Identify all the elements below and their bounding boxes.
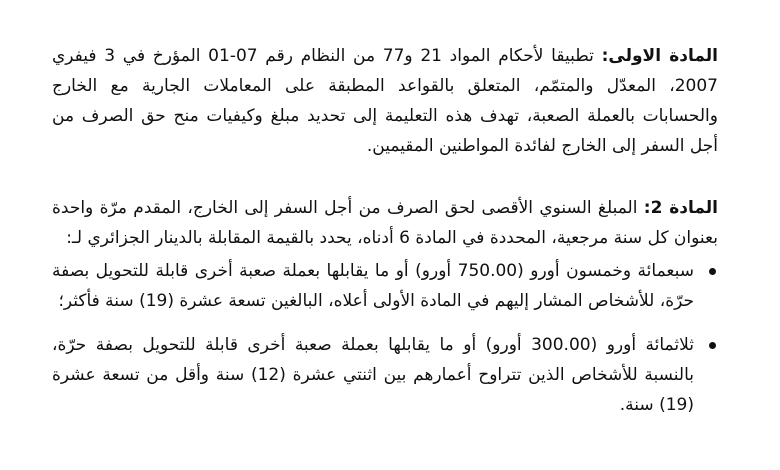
allowance-list — [52, 256, 718, 434]
article-2-paragraph — [52, 193, 718, 253]
article-1-label: المادة الاولى: — [601, 46, 719, 66]
list-item-text: ثلاثمائة أورو (300.00 أورو) أو ما يقابلها بعملة صعبة أخرى قابلة للتحويل بصفة حرّة، بالنسبة للأشخاص الذين تتراوح أعمارهم بين اثنتي عشرة (12) سنة وأقل من تسعة عشرة (19) سنة. — [52, 335, 694, 415]
article-2-text: المبلغ السنوي الأقصى لحق الصرف من أجل السفر إلى الخارج، المقدم مرّة واحدة بعنوان كل سنة مرجعية، المحددة في المادة 6 أدناه، يحدد بالقيمة المقابلة بالدينار الجزائري لـ: — [52, 198, 718, 248]
bullet-icon — [709, 342, 716, 349]
list-item — [52, 256, 718, 316]
article-1-text: تطبيقا لأحكام المواد 21 و77 من النظام رقم 07-01 المؤرخ في 3 فيفري 2007، المعدّل والمتمّم، المتعلق بالقواعد المطبقة على المعاملات الجارية مع الخارج والحسابات بالعملة الصعبة، تهدف هذه التعليمة إلى تحديد مبلغ وكيفيات منح حق الصرف من أجل السفر إلى الخارج لفائدة المواطنين المقيمين. — [52, 46, 718, 156]
bullet-icon — [709, 268, 716, 275]
list-item-text: سبعمائة وخمسون أورو (750.00 أورو) أو ما يقابلها بعملة صعبة أخرى قابلة للتحويل بصفة حرّة، للأشخاص المشار إليهم في المادة الأولى أعلاه، البالغين تسعة عشرة (19) سنة فأكثر؛ — [52, 261, 694, 311]
article-1-paragraph — [52, 41, 718, 161]
list-item — [52, 330, 718, 420]
article-2-label: المادة 2: — [643, 198, 718, 218]
